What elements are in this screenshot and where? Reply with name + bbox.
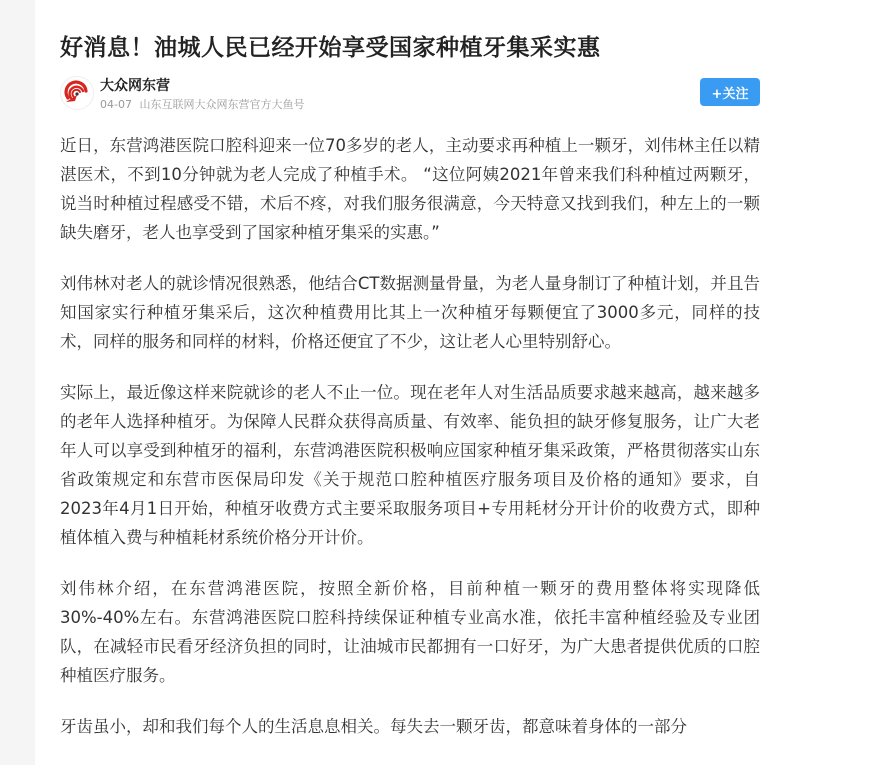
publish-date: 04-07 xyxy=(100,98,132,111)
paragraph: 刘伟林介绍，在东营鸿港医院，按照全新价格，目前种植一颗牙的费用整体将实现降低30%-40%左右。东营鸿港医院口腔科持续保证种植专业高水准，依托丰富种植经验及专业团队，在减轻市民看牙经济负担的同时，让油城市民都拥有一口好牙，为广大患者提供优质的口腔种植医疗服务。 xyxy=(60,579,760,685)
author-row xyxy=(60,74,760,114)
avatar[interactable] xyxy=(60,76,94,110)
paragraph: 实际上，最近像这样来院就诊的老人不止一位。现在老年人对生活品质要求越来越高，越来越多的老年人选择种植牙。为保障人民群众获得高质量、有效率、能负担的缺牙修复服务，让广大老年人可以享受到种植牙的福利，东营鸿港医院积极响应国家种植牙集采政策，严格贯彻落实山东省政策规定和东营市医保局印发《关于规范口腔种植医疗服务项目及价格的通知》要求，自2023年4月1日开始，种植牙收费方式主要采取服务项目+专用耗材分开计价的收费方式，即种植体植入费与种植耗材系统价格分开计价。 xyxy=(60,383,760,547)
author-description: 山东互联网大众网东营官方大鱼号 xyxy=(139,98,305,111)
paragraph: 近日，东营鸿港医院口腔科迎来一位70多岁的老人，主动要求再种植上一颗牙，刘伟林主任以精湛医术，不到10分钟就为老人完成了种植手术。 “这位阿姨2021年曾来我们科种植过两颗牙，说当时种植过程感受不错，术后不疼，对我们服务很满意，今天特意又找到我们，种左上的一颗缺失磨牙，老人也享受到了国家种植牙集采的实惠。” xyxy=(60,136,760,242)
page xyxy=(35,0,876,765)
paragraph: 刘伟林对老人的就诊情况很熟悉，他结合CT数据测量骨量，为老人量身制订了种植计划，并且告知国家实行种植牙集采后，这次种植费用比其上一次种植牙每颗便宜了3000多元，同样的技术，同样的服务和同样的材料，价格还便宜了不少，这让老人心里特别舒心。 xyxy=(60,274,760,351)
author-name[interactable]: 大众网东营 xyxy=(100,78,170,94)
follow-button[interactable]: +关注 xyxy=(700,78,760,106)
author-meta xyxy=(100,96,308,112)
dazhong-logo-icon xyxy=(61,77,93,109)
article-body xyxy=(60,131,760,763)
paragraph: 牙齿虽小，却和我们每个人的生活息息相关。每失去一颗牙齿，都意味着身体的一部分 xyxy=(60,717,687,736)
article-title: 好消息！油城人民已经开始享受国家种植牙集采实惠 xyxy=(60,35,601,61)
